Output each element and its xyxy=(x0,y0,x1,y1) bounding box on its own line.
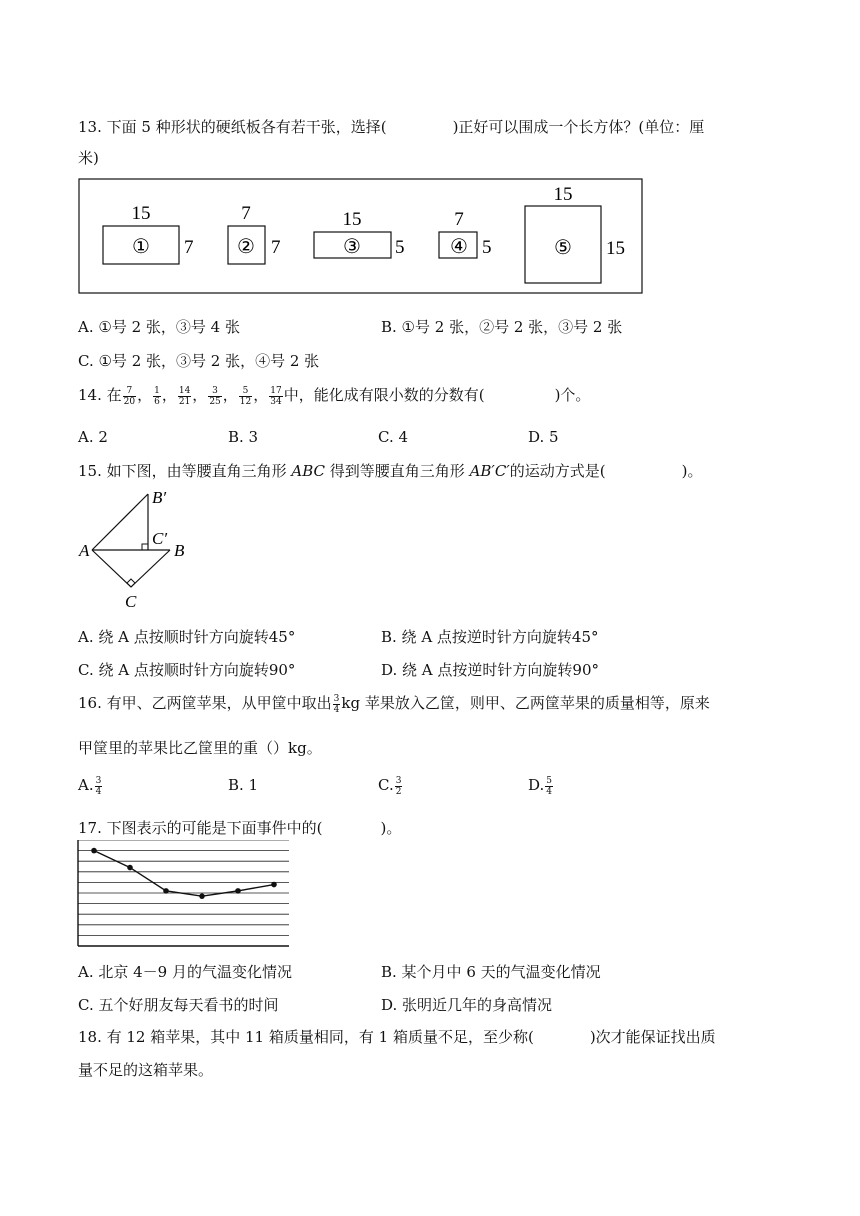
label-a: A xyxy=(79,541,90,560)
shape-3-side: 5 xyxy=(395,237,405,258)
q15-option-b[interactable]: B. 绕 A 点按逆时针方向旋转45° xyxy=(381,628,599,646)
chart-point-4 xyxy=(199,893,205,899)
q15-option-a[interactable]: A. 绕 A 点按顺时针方向旋转45° xyxy=(78,628,296,646)
chart-point-1 xyxy=(91,848,97,854)
q15-triangle-figure xyxy=(76,486,196,612)
q16-option-c[interactable]: C. $\frac{3}{2}$ xyxy=(378,775,402,797)
shape-2-label: ② xyxy=(237,236,255,258)
q17-option-a[interactable]: A. 北京 4－9 月的气温变化情况 xyxy=(78,963,292,981)
shape-3-label: ③ xyxy=(343,236,361,258)
q16-stem-line2: 甲筐里的苹果比乙筐里的重（）kg。 xyxy=(78,739,322,757)
shape-4-top: 7 xyxy=(454,209,464,230)
shape-2-top: 7 xyxy=(241,203,251,224)
q13-text-after: )正好可以围成一个长方体？(单位：厘 xyxy=(452,118,705,136)
q15-triangle-abc: ABC xyxy=(291,462,326,480)
q17-line-chart xyxy=(77,840,291,948)
chart-point-5 xyxy=(235,888,241,894)
q14-frac-4: $\frac{3}{25}$ xyxy=(209,385,221,407)
label-b: B xyxy=(174,541,185,560)
q13-shapes-figure xyxy=(78,178,644,296)
chart-point-6 xyxy=(271,882,277,888)
q16-frac: $\frac{3}{4}$ xyxy=(333,693,340,715)
q14-option-c[interactable]: C. 4 xyxy=(378,428,409,446)
shape-3-top: 15 xyxy=(342,209,362,230)
q17-stem: 17. 下图表示的可能是下面事件中的( )。 xyxy=(78,819,402,837)
q13-stem xyxy=(78,117,704,137)
q14-text-before: 14. 在 xyxy=(78,386,122,404)
chart-point-3 xyxy=(163,888,169,894)
q14-text-after: 中，能化成有限小数的分数有( xyxy=(283,386,485,404)
q14-frac-5: $\frac{5}{12}$ xyxy=(239,385,252,407)
q14-option-a[interactable]: A. 2 xyxy=(78,428,108,446)
q14-option-b[interactable]: B. 3 xyxy=(228,428,259,446)
q17-option-d[interactable]: D. 张明近几年的身高情况 xyxy=(381,996,553,1014)
q13-option-a[interactable]: A. ①号 2 张，③号 4 张 xyxy=(78,318,240,336)
shape-4-side: 5 xyxy=(482,237,492,258)
q17-option-b[interactable]: B. 某个月中 6 天的气温变化情况 xyxy=(381,963,601,981)
q14-stem: 14. 在 $\frac{7}{20}$ ， $\frac{1}{6}$ ， $\frac{14}{21}$ ， $\frac{3}{25}$ ， $\frac{5}{12}$ ， $\frac{17}{34}$ 中，能化成有限小数的分数有( )个。 xyxy=(78,385,591,407)
label-c: C xyxy=(125,592,137,611)
q13-text-before: 13. 下面 5 种形状的硬纸板各有若干张，选择( xyxy=(78,118,387,136)
q14-option-d[interactable]: D. 5 xyxy=(528,428,559,446)
q17-option-c[interactable]: C. 五个好朋友每天看书的时间 xyxy=(78,996,279,1014)
q14-frac-2: $\frac{1}{6}$ xyxy=(154,385,160,407)
q18-stem-line2: 量不足的这箱苹果。 xyxy=(78,1061,214,1079)
q13-option-b[interactable]: B. ①号 2 张，②号 2 张，③号 2 张 xyxy=(381,318,623,336)
q14-frac-3: $\frac{14}{21}$ xyxy=(178,385,191,407)
label-c-prime: C′ xyxy=(152,529,168,548)
q15-triangle-abc2: AB′C′ xyxy=(469,462,510,480)
q13-option-c[interactable]: C. ①号 2 张，③号 2 张，④号 2 张 xyxy=(78,352,320,370)
shape-5-top: 15 xyxy=(553,184,573,205)
q16-option-a[interactable]: A. $\frac{3}{4}$ xyxy=(78,775,102,797)
chart-point-2 xyxy=(127,865,133,871)
shape-4-label: ④ xyxy=(450,236,468,258)
shape-5-label: ⑤ xyxy=(554,237,572,259)
chart-series-line xyxy=(94,851,274,897)
q18-stem: 18. 有 12 箱苹果，其中 11 箱质量相同，有 1 箱质量不足，至少称( )次才能保证找出质 xyxy=(78,1028,716,1046)
q15-option-d[interactable]: D. 绕 A 点按逆时针方向旋转90° xyxy=(381,661,599,679)
q16-option-d[interactable]: D. $\frac{5}{4}$ xyxy=(528,775,552,797)
q14-frac-6: $\frac{17}{34}$ xyxy=(270,385,282,407)
q13-stem-line2: 米) xyxy=(78,149,99,167)
q15-option-c[interactable]: C. 绕 A 点按顺时针方向旋转90° xyxy=(78,661,296,679)
q14-frac-1: $\frac{7}{20}$ xyxy=(123,385,136,407)
shape-1-side: 7 xyxy=(184,237,194,258)
shape-1-label: ① xyxy=(132,236,150,258)
q16-option-b[interactable]: B. 1 xyxy=(228,776,259,794)
shape-1-top: 15 xyxy=(131,203,151,224)
shape-5-side: 15 xyxy=(606,238,625,259)
label-b-prime: B′ xyxy=(152,488,167,507)
q16-stem: 16. 有甲、乙两筐苹果，从甲筐中取出 $\frac{3}{4}$ kg 苹果放入乙筐，则甲、乙两筐苹果的质量相等，原来 xyxy=(78,693,710,715)
chart-points xyxy=(91,848,277,899)
shape-2-side: 7 xyxy=(271,237,281,258)
q15-stem: 15. 如下图，由等腰直角三角形 ABC 得到等腰直角三角形 AB′C′的运动方式是( )。 xyxy=(78,462,703,480)
